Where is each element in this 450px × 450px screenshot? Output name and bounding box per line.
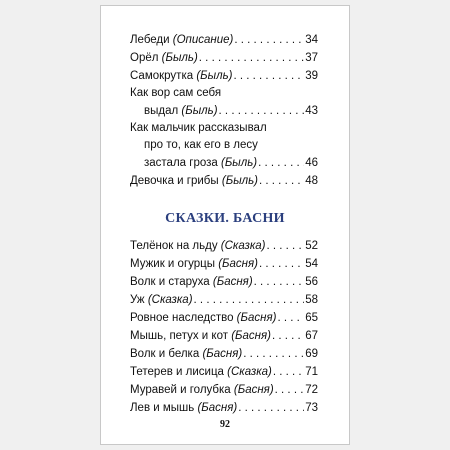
dot-leader: [259, 172, 304, 190]
entry-genre: (Быль): [161, 52, 198, 64]
dot-leader: [194, 291, 305, 309]
dot-leader: [272, 327, 304, 345]
entry-genre: (Сказка): [220, 240, 266, 252]
entry-genre: (Сказка): [227, 366, 272, 378]
toc-entry-multiline: [130, 120, 318, 172]
page-number: 92: [220, 419, 230, 430]
toc-entry: [130, 291, 318, 309]
entry-title: Телёнок на льду: [130, 240, 218, 252]
entry-title: выдал: [144, 105, 179, 117]
entry-page: 52: [305, 240, 318, 252]
entry-title: Волк и старуха: [130, 276, 210, 288]
toc-entry: [130, 327, 318, 345]
entry-genre: (Сказка): [147, 294, 193, 306]
entry-page: 46: [305, 157, 318, 169]
entry-page: 72: [305, 384, 318, 396]
entry-page: 71: [305, 366, 318, 378]
entry-genre: (Быль): [221, 175, 259, 187]
entry-title: Лебеди: [130, 34, 170, 46]
entry-title: Волк и белка: [130, 348, 200, 360]
dot-leader: [267, 237, 305, 255]
entry-title: Лев и мышь: [130, 402, 195, 414]
toc-entry: [130, 381, 318, 399]
toc-entry: [130, 399, 318, 417]
entry-title: Девочка и грибы: [130, 175, 219, 187]
entry-title: Мышь, петух и кот: [130, 330, 228, 342]
toc-entry: [130, 49, 318, 67]
entry-page: 65: [305, 312, 318, 324]
entry-title: Мужик и огурцы: [130, 258, 216, 270]
entry-genre: (Быль): [196, 70, 233, 82]
entry-page: 58: [305, 294, 318, 306]
dot-leader: [234, 31, 304, 49]
dot-leader: [219, 102, 305, 120]
entry-title: Самокрутка: [130, 70, 194, 82]
entry-page: 48: [305, 175, 318, 187]
dot-leader: [199, 49, 304, 67]
toc-section-fairy-tales: [130, 237, 318, 417]
entry-title: Орёл: [130, 52, 159, 64]
entry-genre: (Басня): [197, 402, 238, 414]
entry-title: Ровное наследство: [130, 312, 234, 324]
dot-leader: [254, 273, 305, 291]
section-heading: СКАЗКИ. БАСНИ: [165, 211, 285, 226]
entry-genre: (Басня): [236, 312, 277, 324]
entry-line: Как вор сам себя: [130, 87, 222, 99]
toc-entry: [130, 154, 318, 172]
entry-genre: (Басня): [233, 384, 274, 396]
dot-leader: [233, 67, 304, 85]
entry-genre: (Басня): [212, 276, 253, 288]
dot-leader: [243, 345, 304, 363]
entry-page: 69: [305, 348, 318, 360]
dot-leader: [275, 381, 305, 399]
toc-entry: [130, 309, 318, 327]
entry-page: 39: [305, 70, 318, 82]
dot-leader: [259, 255, 304, 273]
entry-genre: (Быль): [220, 157, 258, 169]
toc-entry: [130, 237, 318, 255]
dot-leader: [273, 363, 304, 381]
entry-genre: (Басня): [202, 348, 243, 360]
toc-entry: [130, 172, 318, 190]
entry-genre: (Быль): [181, 105, 218, 117]
entry-genre: (Басня): [231, 330, 271, 342]
entry-title: застала гроза: [144, 157, 218, 169]
toc-entry: [130, 102, 318, 120]
toc-entry: [130, 31, 318, 49]
entry-page: 56: [305, 276, 318, 288]
dot-leader: [277, 309, 304, 327]
entry-page: 34: [305, 34, 318, 46]
toc-section-stories: [130, 31, 318, 190]
entry-page: 67: [305, 330, 318, 342]
toc-entry-multiline: [130, 85, 318, 120]
entry-page: 43: [305, 105, 318, 117]
entry-title: Тетерев и лисица: [130, 366, 224, 378]
toc-entry: [130, 255, 318, 273]
toc-entry: [130, 273, 318, 291]
toc-entry: [130, 363, 318, 381]
dot-leader: [238, 399, 304, 417]
toc-entry: [130, 345, 318, 363]
entry-title: Муравей и голубка: [130, 384, 231, 396]
dot-leader: [258, 154, 304, 172]
entry-page: 37: [305, 52, 318, 64]
entry-title: Уж: [130, 294, 145, 306]
entry-line: про то, как его в лесу: [144, 139, 258, 151]
entry-page: 73: [305, 402, 318, 414]
entry-page: 54: [305, 258, 318, 270]
entry-line: Как мальчик рассказывал: [130, 122, 267, 134]
entry-genre: (Басня): [218, 258, 258, 270]
book-page: [100, 5, 350, 445]
entry-genre: (Описание): [172, 34, 234, 46]
toc-entry: [130, 67, 318, 85]
